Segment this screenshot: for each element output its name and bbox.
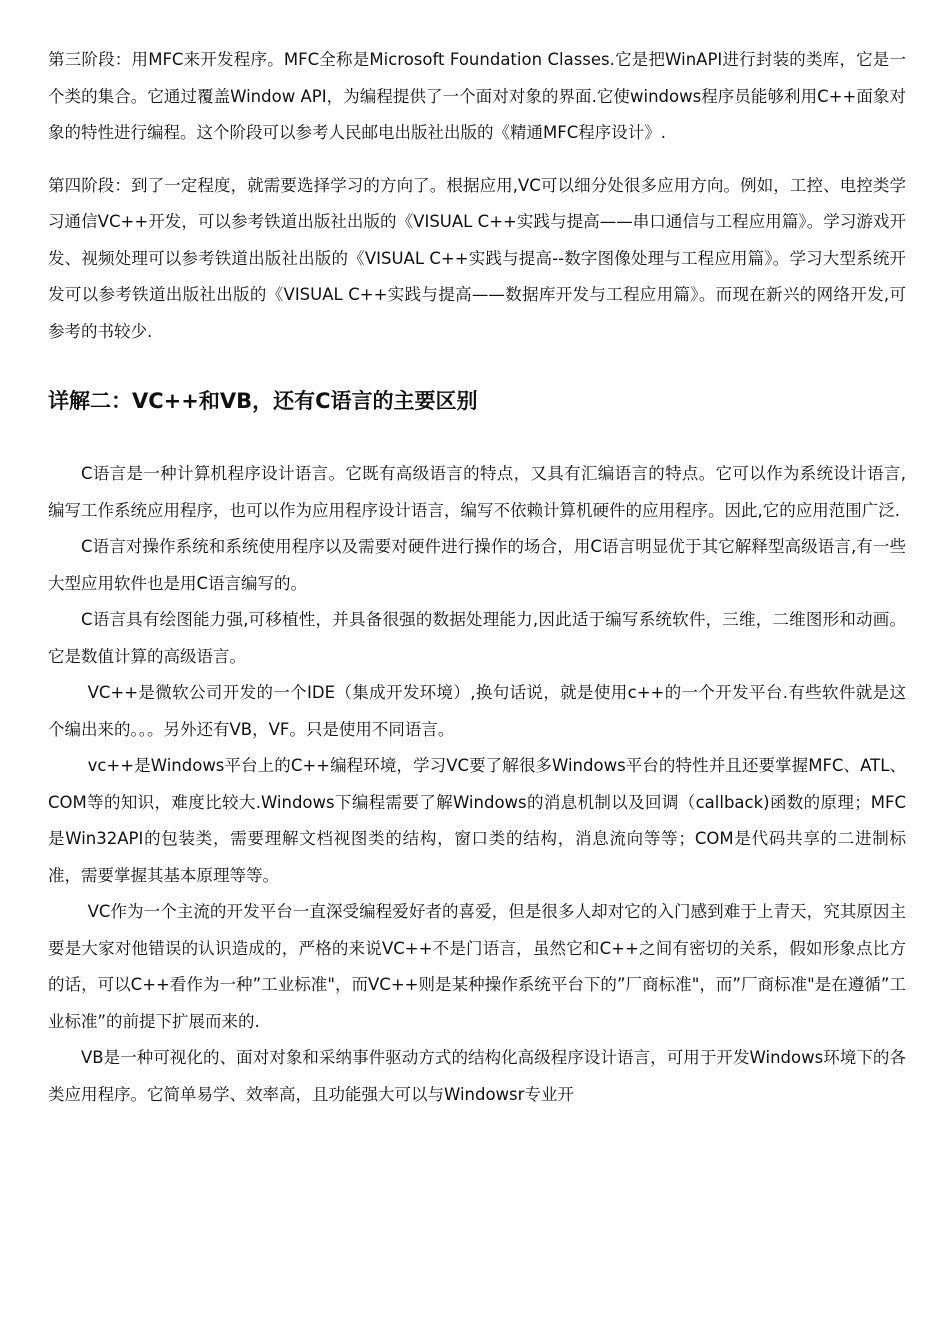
paragraph-c-language-os: C语言对操作系统和系统使用程序以及需要对硬件进行操作的场合，用C语言明显优于其它解释型高级语言,有一些大型应用软件也是用C语言编写的。 xyxy=(48,537,906,593)
paragraph-vc-ide: VC++是微软公司开发的一个IDE（集成开发环境）,换句话说，就是使用c++的一个开发平台.有些软件就是这个编出来的。。。另外还有VB，VF。只是使用不同语言。 xyxy=(48,683,906,739)
paragraph-vc-platform: VC作为一个主流的开发平台一直深受编程爱好者的喜爱，但是很多人却对它的入门感到难于上青天，究其原因主要是大家对他错误的认识造成的，严格的来说VC++不是门语言，虽然它和C++之间有密切的关系，假如形象点比方的话，可以C++看作为一种”工业标准"，而VC++则是某种操作系统平台下的”厂商标准"，而”厂商标准"是在遵循”工业标准”的前提下扩展而来的. xyxy=(48,902,906,1031)
document-page xyxy=(48,42,906,1113)
paragraph-stage-three: 第三阶段：用MFC来开发程序。MFC全称是Microsoft Foundation Classes.它是把WinAPI进行封装的类库，它是一个类的集合。它通过覆盖Window API，为编程提供了一个面对对象的界面.它使windows程序员能够利用C++面象对象的特性进行编程。这个阶段可以参考人民邮电出版社出版的《精通MFC程序设计》. xyxy=(48,50,906,142)
paragraph-stage-four: 第四阶段：到了一定程度，就需要选择学习的方向了。根据应用,VC可以细分处很多应用方向。例如，工控、电控类学习通信VC++开发，可以参考铁道出版社出版的《VISUAL C++实践与提高——串口通信与工程应用篇》。学习游戏开发、视频处理可以参考铁道出版社出版的《VISUAL C++实践与提高--数字图像处理与工程应用篇》。学习大型系统开发可以参考铁道出版社出版的《VISUAL C++实践与提高——数据库开发与工程应用篇》。而现在新兴的网络开发,可参考的书较少. xyxy=(48,175,906,341)
paragraph-c-language-intro: C语言是一种计算机程序设计语言。它既有高级语言的特点，又具有汇编语言的特点。它可以作为系统设计语言,编写工作系统应用程序，也可以作为应用程序设计语言，编写不依赖计算机硬件的应用程序。因此,它的应用范围广泛. xyxy=(48,464,906,520)
paragraph-vb-intro: VB是一种可视化的、面对对象和采纳事件驱动方式的结构化高级程序设计语言，可用于开发Windows环境下的各类应用程序。它简单易学、效率高，且功能强大可以与Windowsr专业开 xyxy=(48,1048,906,1104)
paragraph-c-language-graphics: C语言具有绘图能力强,可移植性，并具备很强的数据处理能力,因此适于编写系统软件，三维，二维图形和动画。它是数值计算的高级语言。 xyxy=(48,610,906,666)
paragraph-vc-windows: vc++是Windows平台上的C++编程环境，学习VC要了解很多Windows平台的特性并且还要掌握MFC、ATL、COM等的知识，难度比较大.Windows下编程需要了解Windows的消息机制以及回调（callback)函数的原理；MFC是Win32API的包装类，需要理解文档视图类的结构，窗口类的结构，消息流向等等；COM是代码共享的二进制标准，需要掌握其基本原理等等。 xyxy=(48,756,906,885)
section-heading: 详解二：VC++和VB，还有C语言的主要区别 xyxy=(48,389,478,413)
